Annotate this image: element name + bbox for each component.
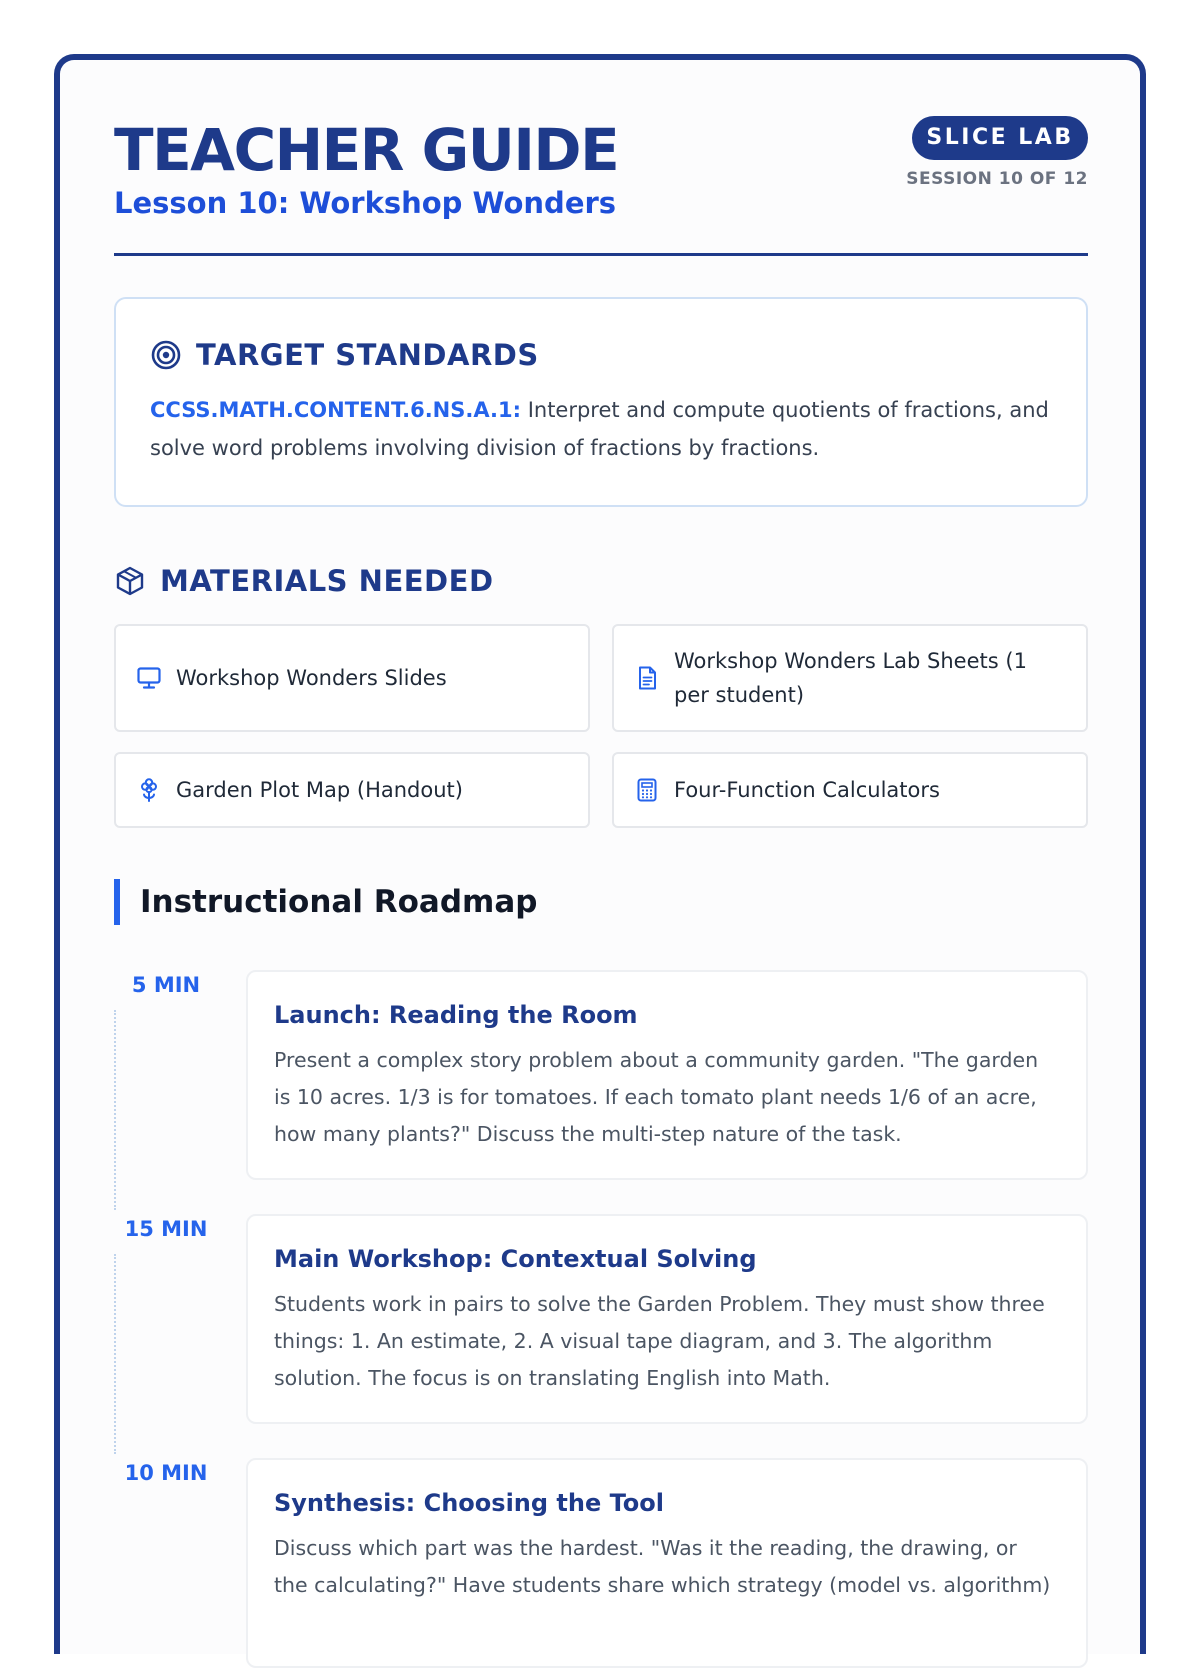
timeline-connector bbox=[114, 1254, 116, 1454]
flower-icon bbox=[136, 777, 162, 803]
standards-heading-row bbox=[150, 335, 539, 375]
monitor-icon bbox=[136, 665, 162, 691]
material-item bbox=[114, 624, 590, 732]
roadmap-heading: Instructional Roadmap bbox=[140, 884, 538, 920]
brand-badge: SLICE LAB bbox=[912, 116, 1088, 160]
step-title: Synthesis: Choosing the Tool bbox=[274, 1489, 664, 1517]
target-standards-panel bbox=[114, 297, 1088, 507]
step-duration: 5 MIN bbox=[131, 973, 201, 997]
standard-description bbox=[150, 391, 1050, 467]
standard-text: Interpret and compute quotients of fractions, and solve word problems involving division of fractions by fractions. bbox=[150, 398, 1049, 460]
material-label: Four-Function Calculators bbox=[674, 778, 940, 802]
document-icon bbox=[634, 665, 660, 691]
box-icon bbox=[114, 565, 146, 597]
material-item bbox=[612, 752, 1088, 828]
teacher-guide-page bbox=[54, 54, 1146, 1654]
page-title: TEACHER GUIDE bbox=[114, 116, 619, 184]
material-item bbox=[114, 752, 590, 828]
header-divider bbox=[114, 253, 1088, 256]
materials-heading: MATERIALS NEEDED bbox=[160, 564, 494, 598]
session-indicator: SESSION 10 OF 12 bbox=[906, 169, 1088, 189]
standard-code: CCSS.MATH.CONTENT.6.NS.A.1: bbox=[150, 398, 521, 422]
roadmap-step bbox=[246, 1458, 1088, 1668]
roadmap-accent-bar bbox=[114, 879, 120, 925]
lesson-subtitle: Lesson 10: Workshop Wonders bbox=[114, 186, 617, 220]
header bbox=[114, 60, 1088, 260]
calculator-icon bbox=[634, 777, 660, 803]
material-label: Workshop Wonders Lab Sheets (1 per student) bbox=[674, 649, 1027, 707]
materials-heading-row bbox=[114, 560, 494, 602]
timeline-connector bbox=[114, 1010, 116, 1210]
standards-heading: TARGET STANDARDS bbox=[196, 338, 539, 372]
step-description: Students work in pairs to solve the Garden Problem. They must show three things: 1. An estimate, 2. A visual tape diagram, and 3. The algorithm solution. The focus is on translating English into Math. bbox=[274, 1292, 1045, 1390]
material-label: Workshop Wonders Slides bbox=[176, 666, 447, 690]
roadmap-step bbox=[246, 1214, 1088, 1424]
step-description: Present a complex story problem about a community garden. "The garden is 10 acres. 1/3 is for tomatoes. If each tomato plant needs 1/6 of an acre, how many plants?" Discuss the multi-step nature of the task. bbox=[274, 1048, 1039, 1146]
material-item bbox=[612, 624, 1088, 732]
roadmap-step bbox=[246, 970, 1088, 1180]
step-description: Discuss which part was the hardest. "Was it the reading, the drawing, or the calculating?" Have students share which strategy (model vs. algorithm) bbox=[274, 1536, 1051, 1597]
roadmap-heading-row bbox=[114, 878, 537, 926]
target-icon bbox=[150, 339, 182, 371]
step-duration: 10 MIN bbox=[124, 1461, 208, 1485]
step-duration: 15 MIN bbox=[124, 1217, 208, 1241]
step-title: Launch: Reading the Room bbox=[274, 1001, 638, 1029]
step-title: Main Workshop: Contextual Solving bbox=[274, 1245, 757, 1273]
material-label: Garden Plot Map (Handout) bbox=[176, 778, 463, 802]
